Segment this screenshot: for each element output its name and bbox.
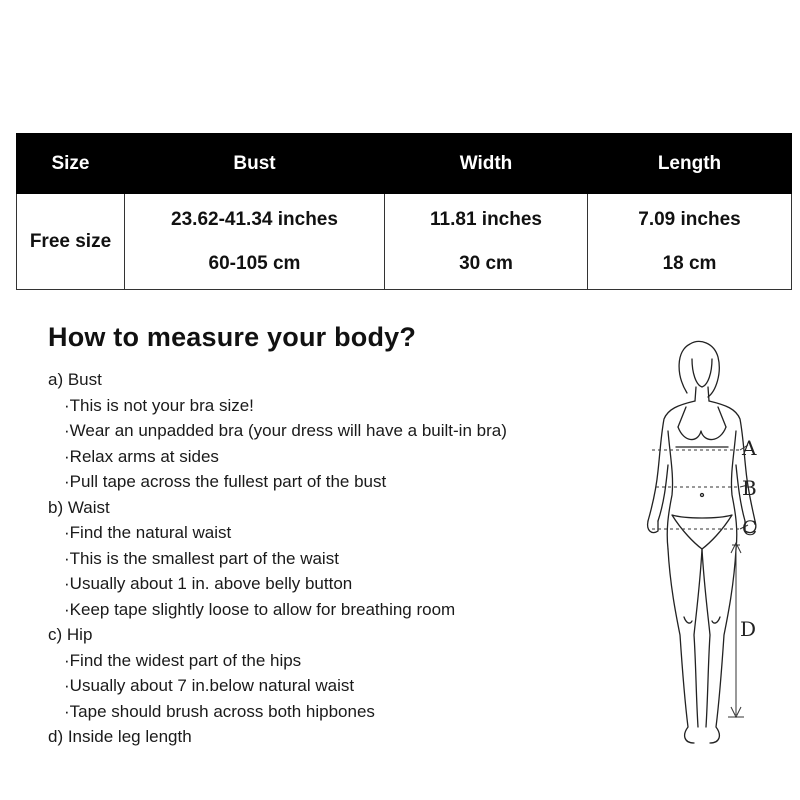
header-size: Size [17, 134, 125, 194]
guide-heading-hip: c) Hip [48, 625, 93, 644]
guide-item: ·Find the widest part of the hips [64, 650, 302, 670]
guide-title: How to measure your body? [48, 322, 417, 352]
width-inches: 11.81 inches [430, 208, 542, 230]
guide-item: ·This is the smallest part of the waist [64, 548, 339, 568]
body-outline-icon [612, 335, 792, 755]
table-row [17, 194, 792, 290]
guide-item: ·Relax arms at sides [64, 446, 219, 466]
length-inches: 7.09 inches [638, 208, 741, 230]
length-cm: 18 cm [662, 252, 717, 274]
cell-width [385, 194, 588, 290]
bust-cm: 60-105 cm [208, 252, 301, 274]
guide-item: ·Tape should brush across both hipbones [64, 701, 375, 721]
cell-bust [125, 194, 385, 290]
guide-item: ·Pull tape across the fullest part of the bust [64, 472, 387, 491]
guide-item: ·Find the natural waist [64, 523, 232, 542]
width-cm: 30 cm [459, 252, 513, 274]
guide-heading-inside-leg: d) Inside leg length [48, 727, 192, 746]
label-d: D [740, 617, 757, 641]
guide-item: ·Wear an unpadded bra (your dress will have a built-in bra) [64, 421, 507, 440]
guide-heading-waist: b) Waist [48, 497, 110, 517]
guide-item: ·This is not your bra size! [64, 395, 254, 415]
header-width: Width [385, 134, 588, 194]
guide-item: ·Keep tape slightly loose to allow for breathing room [64, 599, 456, 619]
size-table [16, 133, 792, 290]
header-bust: Bust [125, 134, 385, 194]
table-header-row [17, 134, 792, 194]
header-length: Length [588, 134, 792, 194]
label-b: B [742, 476, 757, 500]
cell-length [588, 194, 792, 290]
measure-guide-list [48, 367, 507, 750]
guide-item: ·Usually about 7 in.below natural waist [64, 676, 355, 695]
guide-heading-bust: a) Bust [48, 370, 102, 389]
label-c: C [742, 516, 758, 540]
guide-item: ·Usually about 1 in. above belly button [64, 574, 353, 593]
cell-size: Free size [17, 194, 125, 290]
label-a: A [742, 436, 757, 460]
body-figure [612, 335, 792, 755]
bust-inches: 23.62-41.34 inches [171, 208, 338, 230]
